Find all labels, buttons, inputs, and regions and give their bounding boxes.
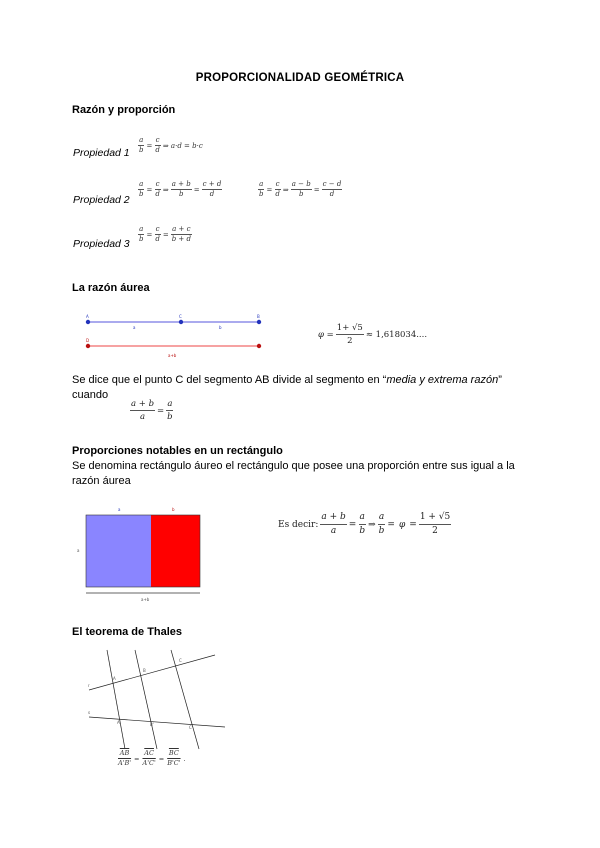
propiedad-3-label: Propiedad 3 — [73, 238, 130, 250]
line-s — [89, 717, 225, 727]
label-point-a: A — [113, 676, 116, 681]
label-point-a2: A' — [117, 720, 121, 725]
label-b: B — [257, 314, 260, 319]
section-heading-rectangulo: Proporciones notables en un rectángulo — [72, 445, 283, 457]
label-point-c: C — [179, 658, 182, 663]
point-e — [257, 344, 261, 348]
blue-square — [86, 515, 151, 587]
point-d — [86, 344, 90, 348]
parallel-line-2 — [135, 650, 157, 749]
point-b — [257, 320, 261, 324]
propiedad-1-label: Propiedad 1 — [73, 147, 130, 159]
propiedad-2-formula-a: $\frac{a}{b}$ = $\frac{c}{d}$ ⇒ $\frac{a + b}{b}$ = $\frac{c + d}{d}$ — [139, 180, 222, 198]
es-decir-formula: Es decir: $\frac{a + b}{a}$ = $\frac{a}{b}$ ⇒ $\frac{a}{b}$ = φ = $\frac{1 + √5}{2}$ — [278, 512, 451, 536]
propiedad-2-label: Propiedad 2 — [73, 194, 130, 206]
label-s: s — [88, 710, 91, 715]
rect-label-bottom: a+b — [141, 597, 150, 602]
label-seg-b: b — [219, 325, 222, 330]
point-c — [179, 320, 183, 324]
thales-diagram — [85, 645, 230, 750]
rect-label-a: a — [118, 507, 121, 512]
line-r — [89, 655, 215, 690]
label-point-b2: B' — [150, 722, 154, 727]
label-seg-a: a — [133, 325, 136, 330]
label-a: A — [86, 314, 89, 319]
section-heading-aurea: La razón áurea — [72, 282, 150, 294]
label-c: C — [179, 314, 182, 319]
parallel-line-1 — [107, 650, 125, 749]
golden-rectangle-diagram — [75, 505, 210, 605]
label-point-c2: C' — [189, 725, 193, 730]
rect-label-side: a — [77, 548, 80, 553]
label-d: D — [86, 338, 90, 343]
aurea-paragraph: Se dice que el punto C del segmento AB divide al segmento en “media y extrema razón” cuando — [72, 374, 502, 401]
red-rectangle — [151, 515, 200, 587]
golden-segment-diagram — [80, 312, 270, 362]
parallel-line-3 — [171, 650, 199, 749]
propiedad-2-formula-b: $\frac{a}{b}$ = $\frac{c}{d}$ ⇒ $\frac{a - b}{b}$ = $\frac{c - d}{d}$ — [259, 180, 342, 198]
label-a-plus-b: a+b — [168, 353, 177, 358]
phi-formula: φ = $\frac{1+ √5}{2}$ ≈ 1,618034.... — [318, 323, 428, 346]
propiedad-1-formula: $\frac{a}{b}$ = $\frac{c}{d}$ ⇒ a·d = b·c — [139, 136, 203, 154]
point-a — [86, 320, 90, 324]
cuando-formula: $\frac{a + b}{a}$ = $\frac{a}{b}$ — [131, 399, 173, 422]
label-r: r — [88, 683, 90, 688]
section-heading-thales: El teorema de Thales — [72, 626, 183, 638]
rect-label-b: b — [172, 507, 175, 512]
page-title: PROPORCIONALIDAD GEOMÉTRICA — [195, 72, 405, 84]
label-point-b: B — [143, 668, 146, 673]
rectangulo-paragraph: Se denomina rectángulo áureo el rectángulo que posee una proporción entre sus igual a la razón áurea — [72, 460, 515, 487]
section-heading-razon: Razón y proporción — [72, 104, 176, 116]
thales-formula: $\frac{\overline{AB}}{A'B'}$ = $\frac{\overline{AC}}{A'C'}$ = $\frac{\overline{BC}}{B'C'}$ . — [118, 749, 186, 767]
propiedad-3-formula: $\frac{a}{b}$ = $\frac{c}{d}$ = $\frac{a + c}{b + d}$ — [139, 225, 191, 243]
